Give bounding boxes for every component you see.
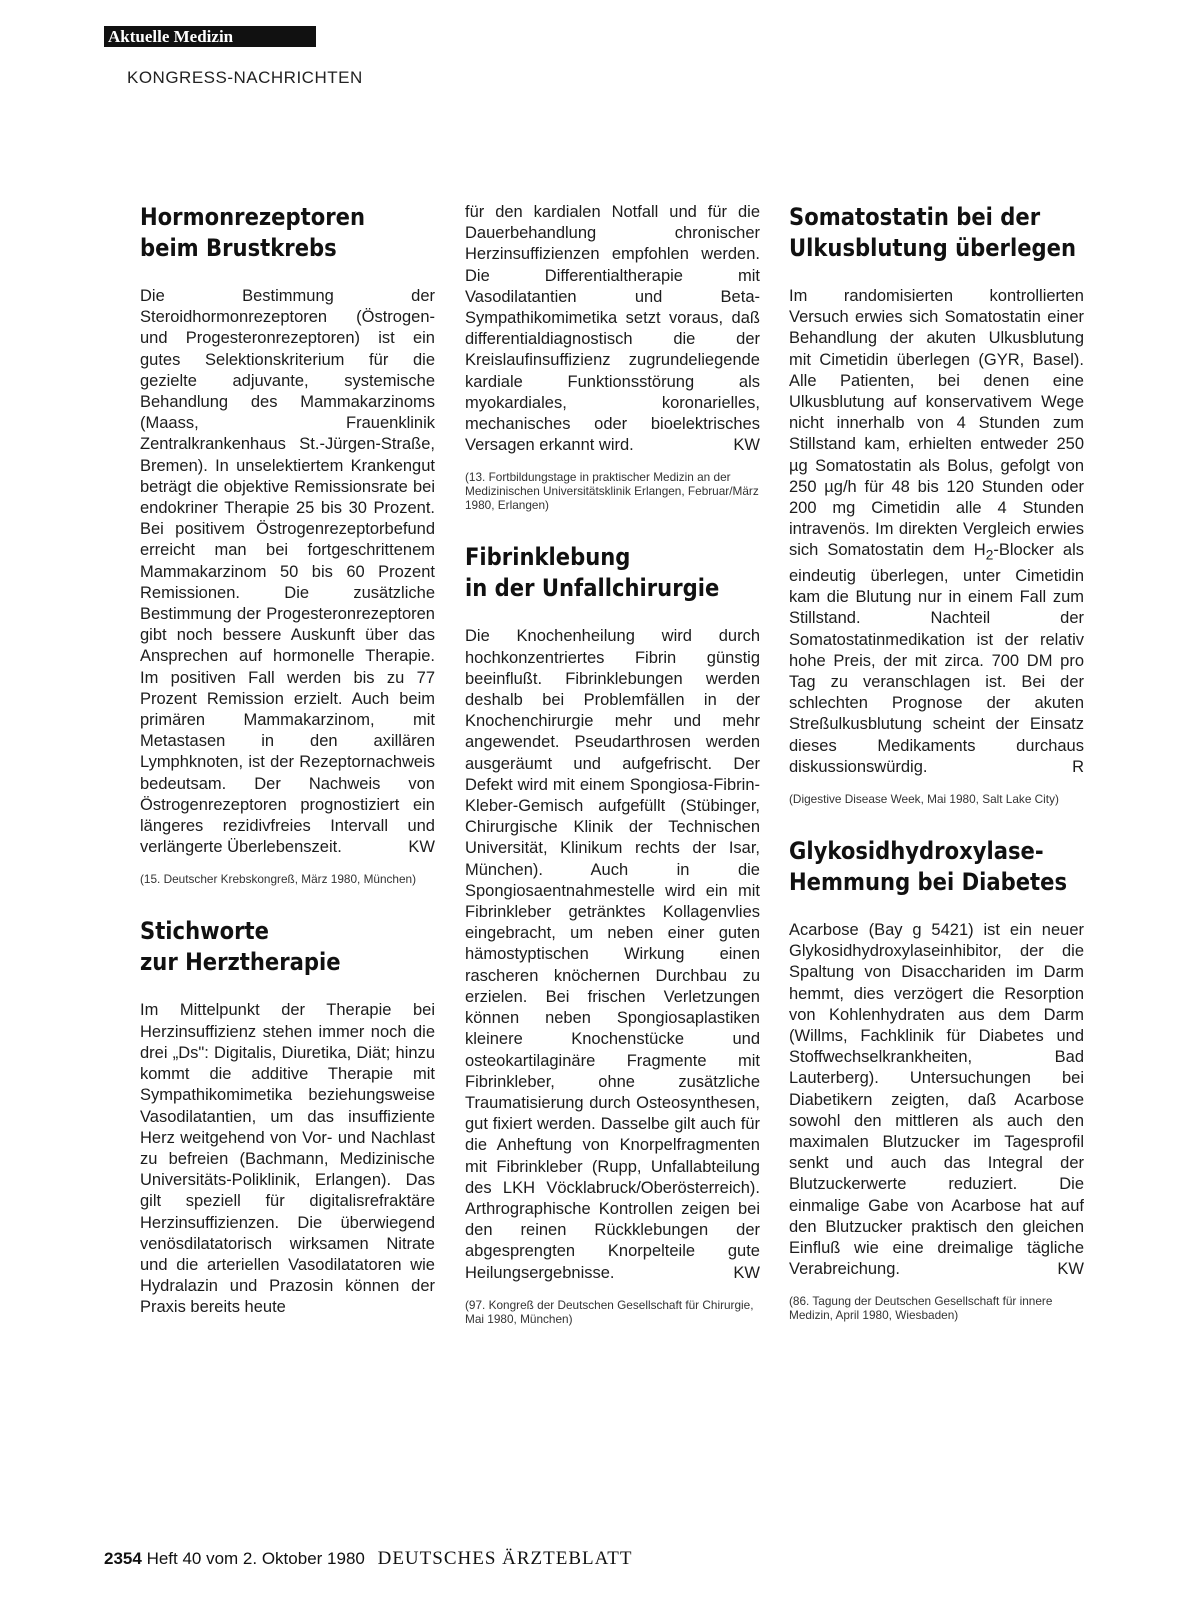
source-note: (13. Fortbildungstage in praktischer Medizin an der Medizinischen Universitätsklinik Erlangen, Februar/März 1980, Erlangen) xyxy=(465,470,759,513)
journal-name: DEUTSCHES ÄRZTEBLATT xyxy=(377,1548,633,1569)
article-hormonrezeptoren xyxy=(140,202,435,886)
source-note: (86. Tagung der Deutschen Gesellschaft für innere Medizin, April 1980, Wiesbaden) xyxy=(789,1294,1053,1323)
body-text: -Blocker als eindeutig überlegen, unter Cimetidin kam die Blutung nur in einem Fall zum Stillstand. Nachteil der Somatostatinmedikation ist der relativ hohe Preis, der mit zirca. 700 DM pro Tag zu veranschlagen ist. Bei der schlechten Prognose der akuten Streßulkusblutung scheint der Einsatz dieses Medikaments durchaus diskussionswürdig. xyxy=(789,541,1084,776)
author-signature: R xyxy=(1072,757,1084,776)
body-text: Die Knochenheilung wird durch hochkonzentriertes Fibrin günstig beeinflußt. Fibrinklebungen werden deshalb bei Problemfällen in der Knochenchirurgie mehr und mehr angewendet. Pseudarthrosen werden ausgeräumt und aufgefrischt. Der Defekt wird mit einem Spongiosa-Fibrin-Kleber-Gemisch aufgefüllt (Stübinger, Chirurgische Klinik der Technischen Universität, Klinikum rechts der Isar, München). Auch in die Spongiosaentnahmestelle wird ein mit Fibrinkleber getränktes Kollagenvlies eingebracht, um neben einer guten hämostyptischen Wirkung einen rascheren knöchernen Durchbau zu erzielen. Bei frischen Verletzungen können neben Spongiosaplastiken kleinere Knochenstücke und osteokartilaginäre Fragmente mit Fibrinkleber, ohne zusätzliche Traumatisierung durch Osteosynthesen, gut fixiert werden. Dasselbe gilt auch für die Anheftung von Knorpelfragmenten mit Fibrinkleber (Rupp, Unfallabteilung des LKH Vöcklabruck/Oberösterreich). Arthrographische Kontrollen zeigen bei den reinen Rückklebungen der abgesprengten Knorpelteile gute Heilungsergebnisse. xyxy=(465,627,760,1282)
title-line-2: Hemmung bei Diabetes xyxy=(789,867,1068,896)
author-signature: KW xyxy=(733,1263,760,1282)
article-glykosidhydroxylase xyxy=(789,836,1084,1322)
article-somatostatin xyxy=(789,202,1084,806)
subscript: 2 xyxy=(985,547,994,563)
article-herztherapie xyxy=(140,916,435,1318)
author-signature: KW xyxy=(733,436,760,455)
subsection-label: KONGRESS-NACHRICHTEN xyxy=(127,68,363,87)
body-text: Die Bestimmung der Steroidhormonrezeptoren (Östrogen- und Progesteronrezeptoren) ist ein gutes Selektionskriterium für die gezielte adjuvante, systemische Behandlung des Mammakarzinoms (Maass, Frauenklinik Zentralkrankenhaus St.-Jürgen-Straße, Bremen). In unselektiertem Krankengut beträgt die objektive Remissionsrate bei endokriner Therapie 25 bis 30 Prozent. Bei positivem Östrogenrezeptorbefund erreicht man bei fortgeschrittenem Mammakarzinom 50 bis 60 Prozent Remissionen. Die zusätzliche Bestimmung der Progesteronrezeptoren gibt noch bessere Auskunft über das Ansprechen auf hormonelle Therapie. Im positiven Fall werden bis zu 77 Prozent Remission erzielt. Auch beim primären Mammakarzinom, mit Metastasen in den axillären Lymphknoten, ist der Rezeptornachweis bedeutsam. Der Nachweis von Östrogenrezeptoren prognostiziert ein längeres rezidivfreies Intervall und verlängerte Überlebenszeit. xyxy=(140,287,435,857)
body-text: für den kardialen Notfall und für die Dauerbehandlung chronischer Herzinsuffizienzen empfohlen werden. Die Differentialtherapie mit Vasodilatantien und Beta-Sympathikomimetika setzt voraus, daß differentialdiagnostisch die der Kreislaufinsuffizienz zugrundeliegende kardiale Funktionsstörung als myokardiales, koronarielles, mechanisches oder bioelektrisches Versagen erkannt wird. xyxy=(465,203,760,455)
title-line-2: Ulkusblutung überlegen xyxy=(789,234,1077,262)
title-line-1: Stichworte xyxy=(140,917,269,946)
title-line-1: Hormonrezeptoren xyxy=(140,203,366,231)
article-body xyxy=(789,286,1084,778)
article-body: Im Mittelpunkt der Therapie bei Herzinsuffizienz stehen immer noch die drei „Ds": Digitalis, Diuretika, Diät; hinzu kommt die additive Therapie mit Sympathikomimetika beziehungsweise Vasodilatantien, um das insuffiziente Herz weitgehend von Vor- und Nachlast zu befreien (Bachmann, Medizinische Universitäts-Poliklinik, Erlangen). Das gilt speziell für digitalisrefraktäre Herzinsuffizienzen. Die überwiegend venösdilatatorisch wirksamen Nitrate und die arteriellen Vasodilatatoren wie Hydralazin und Prazosin können der Praxis bereits heute xyxy=(140,1001,435,1317)
author-signature: KW xyxy=(1057,1260,1084,1279)
title-line-2: beim Brustkrebs xyxy=(140,234,337,262)
column-1 xyxy=(140,202,435,1349)
title-line-2: in der Unfallchirurgie xyxy=(465,574,720,603)
article-fibrinklebung xyxy=(465,542,760,1325)
title-line-1: Glykosidhydroxylase- xyxy=(789,836,1044,865)
article-body xyxy=(789,920,1084,1280)
article-body xyxy=(140,286,435,858)
page-number: 2354 xyxy=(104,1549,142,1568)
article-title xyxy=(789,836,1068,898)
section-label: Aktuelle Medizin xyxy=(104,26,316,47)
title-line-1: Somatostatin bei der xyxy=(789,203,1041,231)
source-note: (15. Deutscher Krebskongreß, März 1980, München) xyxy=(140,872,417,887)
article-title xyxy=(140,916,400,978)
article-title xyxy=(465,542,725,604)
article-body xyxy=(465,202,760,456)
article-title xyxy=(789,202,1077,264)
title-line-2: zur Herztherapie xyxy=(140,948,341,977)
body-text: Acarbose (Bay g 5421) ist ein neuer Glykosidhydroxylaseinhibitor, der die Spaltung von Disacchariden im Darm hemmt, dies verzögert die Resorption von Kohlenhydraten aus dem Darm (Willms, Fachklinik für Diabetes und Stoffwechselkrankheiten, Bad Lauterberg). Untersuchungen bei Diabetikern zeigten, daß Acarbose sowohl den mittleren als auch den maximalen Blutzucker im Tagesprofil senkt und auch das Integral der Blutzuckerwerte reduziert. Die einmalige Gabe von Acarbose hat auf den Blutzucker praktisch den gleichen Einfluß wie eine dreimalige tägliche Verabreichung. xyxy=(789,920,1084,1279)
source-note: (Digestive Disease Week, Mai 1980, Salt Lake City) xyxy=(789,791,1059,806)
page-footer xyxy=(104,1548,632,1570)
article-herztherapie-cont xyxy=(465,202,760,512)
body-text: Im randomisierten kontrollierten Versuch erwies sich Somatostatin einer Behandlung der akuten Ulkusblutung mit Cimetidin überlegen (GYR, Basel). Alle Patienten, bei denen eine Ulkusblutung auf konservativem Wege nicht innerhalb von 4 Stunden zum Stillstand kam, erhielten entweder 250 µg Somatostatin als Bolus, gefolgt von 250 µg/h für 48 bis 120 Stunden oder 200 mg Cimetidin alle 4 Stunden intravenös. Im direkten Vergleich erwies sich Somatostatin dem H xyxy=(789,287,1084,560)
source-note: (97. Kongreß der Deutschen Gesellschaft für Chirurgie, Mai 1980, München) xyxy=(465,1297,754,1326)
article-body xyxy=(465,626,760,1283)
issue-info: Heft 40 vom 2. Oktober 1980 xyxy=(146,1549,365,1568)
title-line-1: Fibrinklebung xyxy=(465,543,631,572)
author-signature: KW xyxy=(408,838,435,857)
article-title xyxy=(140,202,400,264)
column-3 xyxy=(789,202,1084,1352)
column-2 xyxy=(465,202,760,1356)
